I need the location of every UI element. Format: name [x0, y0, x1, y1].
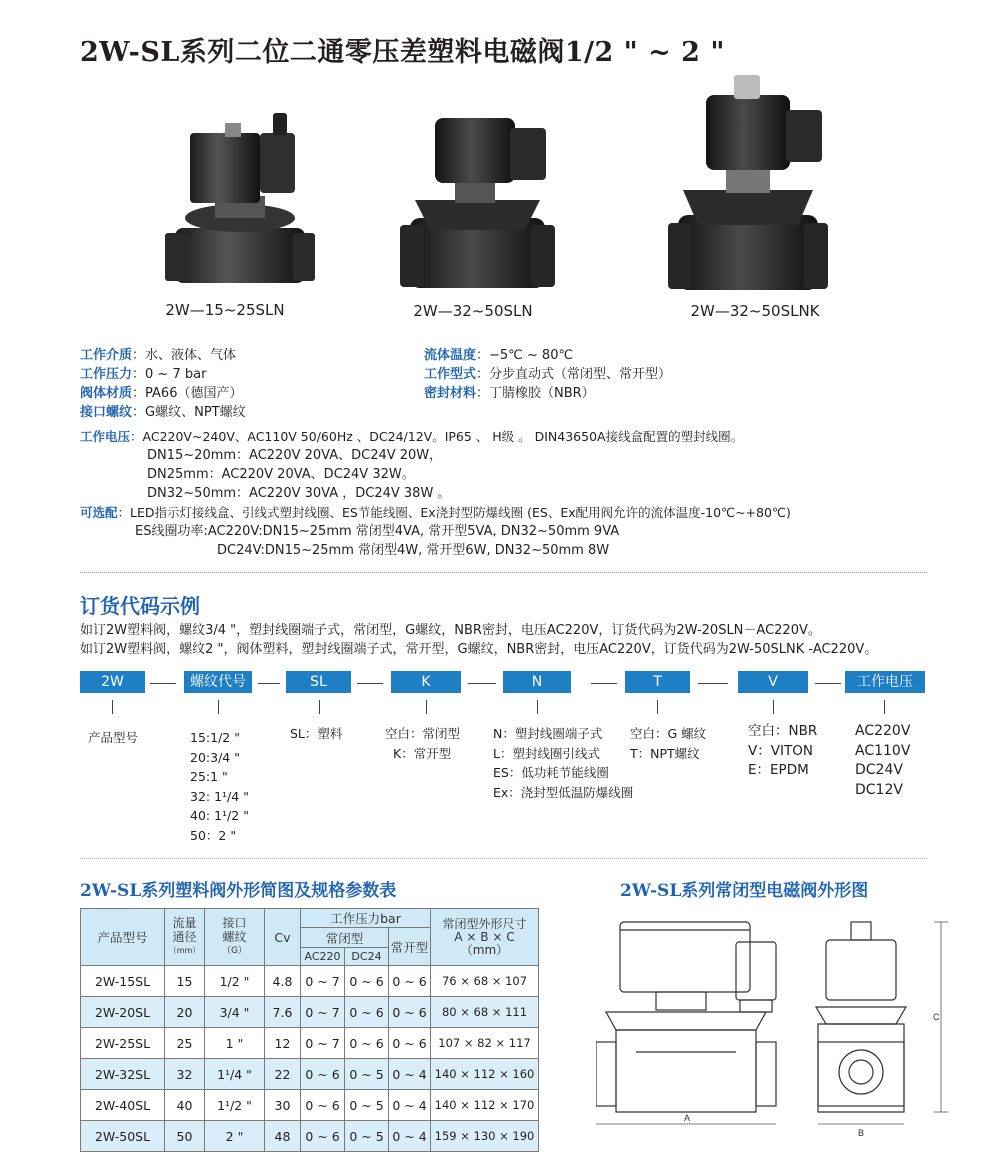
table-row: 2W-15SL 15 1/2 " 4.8 0 ~ 7 0 ~ 6 0 ~ 6 76 × 68 × 107 — [81, 966, 539, 997]
code-dash — [357, 683, 383, 684]
spec-optional: 可选配：LED指示灯接线盒、引线式塑封线圈、ES节能线圈、Ex浇封型防爆线圈 (ES、Ex配用阀允许的流体温度-10℃~+80℃) — [80, 505, 791, 520]
header-pressure: 工作压力bar — [301, 909, 431, 928]
outline-drawing — [596, 912, 956, 1138]
header-nc: 常闭型 — [301, 928, 389, 948]
code-box-sl: SL — [286, 671, 351, 693]
valve-image-large — [668, 75, 828, 300]
table-row: 2W-32SL 32 1¹/4 " 22 0 ~ 6 0 ~ 5 0 ~ 4 140 × 112 × 160 — [81, 1059, 539, 1090]
code-dash — [815, 683, 841, 684]
table-row: 2W-40SL 40 1¹/2 " 30 0 ~ 6 0 ~ 5 0 ~ 4 140 × 112 × 170 — [81, 1090, 539, 1121]
order-example: 如订2W塑料阀，螺纹3/4 "，塑封线圈端子式，常闭型，G螺纹，NBR密封，电压AC220V，订货代码为2W-20SLN－AC220V。 — [80, 623, 821, 638]
divider — [80, 858, 927, 859]
code-box-n: N — [503, 671, 571, 693]
spec-voltage-line: DN32~50mm：AC220V 30VA ，DC24V 38W 。 — [147, 486, 451, 501]
code-tick — [218, 700, 219, 714]
spec-pressure: 工作压力：0 ~ 7 bar — [80, 367, 207, 382]
header-flow: 流量 通径 （mm） — [165, 909, 205, 966]
code-desc-voltage: AC220V AC110V DC24V DC12V — [855, 723, 911, 798]
table-row: 2W-25SL 25 1 " 12 0 ~ 7 0 ~ 6 0 ~ 6 107 × 82 × 117 — [81, 1028, 539, 1059]
code-box-k: K — [391, 671, 461, 693]
spec-voltage-line: DN15~20mm：AC220V 20VA、DC24V 20W， — [147, 448, 443, 463]
code-tick — [112, 700, 113, 714]
header-no: 常开型 — [389, 928, 431, 966]
valve-image-medium — [400, 110, 555, 300]
code-dash — [258, 683, 280, 684]
code-tick — [319, 700, 320, 714]
spec-voltage: 工作电压：AC220V~240V、AC110V 50/60Hz 、DC24/12V。IP65 、 H级 。 DIN43650A接线盒配置的塑封线圈。 — [80, 429, 744, 444]
spec-table — [80, 908, 539, 1152]
header-cv: Cv — [265, 909, 301, 966]
code-tick — [773, 700, 774, 714]
code-desc-n: N：塑封线圈端子式 L：塑封线圈引线式 ES：低功耗节能线圈 Ex：浇封型低温防爆线圈 — [493, 726, 634, 800]
code-dash — [591, 683, 617, 684]
valve-image-small — [165, 108, 315, 298]
order-title: 订货代码示例 — [80, 594, 200, 618]
page-title: 2W-SL系列二位二通零压差塑料电磁阀1/2 " ~ 2 " — [80, 37, 725, 68]
spec-optional-line: DC24V:DN15~25mm 常闭型4W, 常开型6W, DN32~50mm 8W — [217, 543, 610, 558]
spec-body: 阀体材质：PA66（德国产） — [80, 386, 243, 401]
dim-label-a: A — [684, 1113, 691, 1123]
code-dash — [150, 683, 176, 684]
spec-optional-line: ES线圈功率:AC220V:DN15~25mm 常闭型4VA, 常开型5VA, DN32~50mm 9VA — [135, 524, 620, 539]
code-desc-k: 空白：常闭型 K：常开型 — [385, 726, 461, 761]
dim-label-c: C — [933, 1012, 940, 1022]
header-ac220: AC220 — [301, 948, 345, 966]
spec-type: 工作型式：分步直动式（常闭型、常开型） — [424, 367, 672, 382]
spec-voltage-line: DN25mm：AC220V 20VA、DC24V 32W。 — [147, 467, 415, 482]
header-dc24: DC24 — [345, 948, 389, 966]
code-desc-sl: SL：塑料 — [290, 726, 343, 741]
header-port: 接口 螺纹 （G） — [205, 909, 265, 966]
code-desc-thread: 15:1/2 " 20:3/4 " 25:1 " 32: 1¹/4 " 40: 1¹/2 " 50：2 " — [190, 730, 249, 843]
product-caption: 2W—32~50SLNK — [690, 302, 820, 320]
code-tick — [537, 700, 538, 714]
table-row: 2W-20SL 20 3/4 " 7.6 0 ~ 7 0 ~ 6 0 ~ 6 80 × 68 × 111 — [81, 997, 539, 1028]
dim-label-b: B — [858, 1128, 865, 1138]
spec-medium: 工作介质：水、液体、气体 — [80, 348, 237, 363]
code-box-t: T — [625, 671, 690, 693]
spec-thread: 接口螺纹：G螺纹、NPT螺纹 — [80, 405, 246, 420]
code-box-voltage: 工作电压 — [845, 671, 925, 693]
code-desc-t: 空白：G 螺纹 T：NPT螺纹 — [630, 726, 707, 761]
code-tick — [426, 700, 427, 714]
code-dash — [698, 683, 728, 684]
header-model: 产品型号 — [81, 909, 165, 966]
header-dim: 常闭型外形尺寸 A × B × C （mm） — [431, 909, 539, 966]
spec-seal: 密封材料：丁腈橡胶（NBR） — [424, 386, 595, 401]
drawing-title: 2W-SL系列常闭型电磁阀外形图 — [620, 881, 869, 901]
code-tick — [657, 700, 658, 714]
table-row: 2W-50SL 50 2 " 48 0 ~ 6 0 ~ 5 0 ~ 4 159 × 130 × 190 — [81, 1121, 539, 1152]
product-caption: 2W—15~25SLN — [165, 301, 285, 319]
divider — [80, 572, 927, 573]
order-example: 如订2W塑料阀，螺纹2 "，阀体塑料，塑封线圈端子式，常开型，G螺纹，NBR密封，电压AC220V，订货代码为2W-50SLNK -AC220V。 — [80, 642, 878, 657]
code-desc-2w: 产品型号 — [88, 730, 139, 745]
spec-temp: 流体温度：−5℃ ~ 80℃ — [424, 348, 574, 363]
code-desc-v: 空白：NBR V：VITON E：EPDM — [748, 723, 818, 778]
code-box-v: V — [738, 671, 808, 693]
code-dash — [468, 683, 496, 684]
code-box-2w: 2W — [80, 671, 145, 693]
code-tick — [884, 700, 885, 714]
table-title: 2W-SL系列塑料阀外形简图及规格参数表 — [80, 881, 397, 901]
code-box-thread: 螺纹代号 — [184, 671, 252, 693]
product-caption: 2W—32~50SLN — [413, 302, 533, 320]
